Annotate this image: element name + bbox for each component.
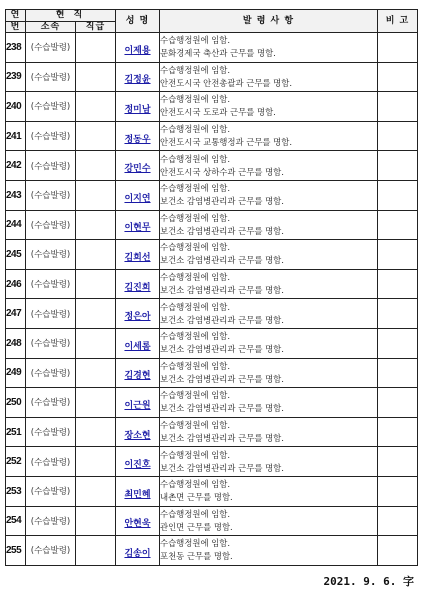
detail-line-1: 수습행정원에 임함.	[160, 153, 231, 164]
row-remarks	[378, 328, 418, 358]
row-affiliation: (수습발령)	[26, 151, 76, 181]
detail-line-2: 안전도시국 교통행정과 근무를 명함.	[160, 137, 293, 148]
row-affiliation: (수습발령)	[26, 180, 76, 210]
row-remarks	[378, 358, 418, 388]
header-position: 직급	[76, 22, 116, 33]
table-row	[6, 151, 418, 181]
row-position	[76, 417, 116, 447]
row-name-cell	[116, 151, 160, 181]
row-remarks	[378, 62, 418, 92]
detail-line-1: 수습행정원에 임함.	[160, 124, 231, 135]
row-remarks	[378, 151, 418, 181]
row-name-cell	[116, 240, 160, 270]
row-remarks	[378, 447, 418, 477]
row-name-cell	[116, 269, 160, 299]
employee-name-link[interactable]: 이세롬	[124, 341, 151, 352]
detail-line-1: 수습행정원에 임함.	[160, 64, 231, 75]
detail-line-1: 수습행정원에 임함.	[160, 508, 231, 519]
row-details	[160, 180, 378, 210]
row-number: 249	[6, 358, 26, 388]
row-remarks	[378, 92, 418, 122]
row-number: 250	[6, 388, 26, 418]
detail-line-2: 내촌면 근무를 명함.	[160, 492, 233, 503]
row-details	[160, 33, 378, 63]
employee-name-link[interactable]: 김경현	[124, 371, 151, 382]
row-number: 251	[6, 417, 26, 447]
table-body	[6, 33, 418, 566]
row-number: 246	[6, 269, 26, 299]
detail-line-2: 보건소 감염병관리과 근무를 명함.	[160, 403, 284, 414]
row-position	[76, 121, 116, 151]
employee-name-link[interactable]: 이근원	[124, 400, 151, 411]
employee-name-link[interactable]: 정은아	[124, 312, 151, 323]
row-affiliation: (수습발령)	[26, 210, 76, 240]
row-name-cell	[116, 417, 160, 447]
detail-line-1: 수습행정원에 임함.	[160, 242, 231, 253]
row-remarks	[378, 269, 418, 299]
table-row	[6, 210, 418, 240]
header-no-bottom: 번	[6, 22, 26, 33]
detail-line-2: 보건소 감염병관리과 근무를 명함.	[160, 196, 284, 207]
detail-line-2: 문화경제국 축산과 근무를 명함.	[160, 48, 276, 59]
row-number: 244	[6, 210, 26, 240]
row-position	[76, 328, 116, 358]
detail-line-2: 보건소 감염병관리과 근무를 명함.	[160, 373, 284, 384]
employee-name-link[interactable]: 안현욱	[124, 519, 151, 530]
row-position	[76, 299, 116, 329]
table-row	[6, 388, 418, 418]
row-affiliation: (수습발령)	[26, 240, 76, 270]
header-name: 성 명	[116, 10, 160, 33]
row-affiliation: (수습발령)	[26, 269, 76, 299]
row-remarks	[378, 299, 418, 329]
table-row	[6, 180, 418, 210]
table-row	[6, 299, 418, 329]
detail-line-2: 관인면 근무를 명함.	[160, 521, 233, 532]
row-details	[160, 210, 378, 240]
table-row	[6, 358, 418, 388]
issue-date: 2021. 9. 6. 字	[323, 575, 414, 588]
employee-name-link[interactable]: 이제용	[124, 45, 151, 56]
detail-line-2: 보건소 감염병관리과 근무를 명함.	[160, 462, 284, 473]
row-position	[76, 92, 116, 122]
row-name-cell	[116, 121, 160, 151]
table-row	[6, 62, 418, 92]
detail-line-1: 수습행정원에 임함.	[160, 390, 231, 401]
row-affiliation: (수습발령)	[26, 476, 76, 506]
detail-line-2: 보건소 감염병관리과 근무를 명함.	[160, 433, 284, 444]
detail-line-2: 보건소 감염병관리과 근무를 명함.	[160, 344, 284, 355]
employee-name-link[interactable]: 정동우	[124, 134, 151, 145]
employee-name-link[interactable]: 김정윤	[124, 75, 151, 86]
row-position	[76, 447, 116, 477]
row-affiliation: (수습발령)	[26, 536, 76, 566]
detail-line-1: 수습행정원에 임함.	[160, 538, 231, 549]
row-number: 248	[6, 328, 26, 358]
header-current-post: 현 직	[26, 10, 116, 22]
row-affiliation: (수습발령)	[26, 92, 76, 122]
detail-line-2: 안전도시국 안전총괄과 근무를 명함.	[160, 77, 293, 88]
row-name-cell	[116, 536, 160, 566]
row-details	[160, 299, 378, 329]
employee-name-link[interactable]: 강민수	[124, 164, 151, 175]
row-details	[160, 417, 378, 447]
row-position	[76, 506, 116, 536]
detail-line-2: 보건소 감염병관리과 근무를 명함.	[160, 225, 284, 236]
row-details	[160, 536, 378, 566]
row-number: 253	[6, 476, 26, 506]
detail-line-2: 보건소 감염병관리과 근무를 명함.	[160, 285, 284, 296]
row-position	[76, 33, 116, 63]
row-affiliation: (수습발령)	[26, 506, 76, 536]
row-position	[76, 536, 116, 566]
row-details	[160, 121, 378, 151]
employee-name-link[interactable]: 장소현	[124, 430, 151, 441]
employee-name-link[interactable]: 정미남	[124, 104, 151, 115]
row-affiliation: (수습발령)	[26, 299, 76, 329]
detail-line-1: 수습행정원에 임함.	[160, 272, 231, 283]
row-name-cell	[116, 33, 160, 63]
row-name-cell	[116, 92, 160, 122]
row-affiliation: (수습발령)	[26, 358, 76, 388]
detail-line-2: 보건소 감염병관리과 근무를 명함.	[160, 255, 284, 266]
row-name-cell	[116, 328, 160, 358]
row-remarks	[378, 388, 418, 418]
detail-line-1: 수습행정원에 임함.	[160, 420, 231, 431]
row-number: 241	[6, 121, 26, 151]
row-details	[160, 476, 378, 506]
row-details	[160, 506, 378, 536]
row-name-cell	[116, 180, 160, 210]
row-affiliation: (수습발령)	[26, 417, 76, 447]
row-position	[76, 388, 116, 418]
detail-line-1: 수습행정원에 임함.	[160, 331, 231, 342]
row-position	[76, 240, 116, 270]
row-affiliation: (수습발령)	[26, 447, 76, 477]
detail-line-1: 수습행정원에 임함.	[160, 301, 231, 312]
row-position	[76, 476, 116, 506]
row-name-cell	[116, 62, 160, 92]
row-details	[160, 358, 378, 388]
table-row	[6, 536, 418, 566]
header-appointment-details: 발 령 사 항	[160, 10, 378, 33]
table-row	[6, 506, 418, 536]
employee-name-link[interactable]: 이진호	[124, 460, 151, 471]
employee-name-link[interactable]: 김희선	[124, 252, 151, 263]
detail-line-1: 수습행정원에 임함.	[160, 35, 231, 46]
detail-line-1: 수습행정원에 임함.	[160, 183, 231, 194]
table-row	[6, 33, 418, 63]
row-affiliation: (수습발령)	[26, 388, 76, 418]
row-name-cell	[116, 476, 160, 506]
detail-line-1: 수습행정원에 임함.	[160, 449, 231, 460]
row-position	[76, 151, 116, 181]
row-affiliation: (수습발령)	[26, 33, 76, 63]
detail-line-1: 수습행정원에 임함.	[160, 360, 231, 371]
detail-line-1: 수습행정원에 임함.	[160, 212, 231, 223]
table-row	[6, 328, 418, 358]
employee-name-link[interactable]: 최민혜	[124, 489, 151, 500]
row-number: 255	[6, 536, 26, 566]
employee-name-link[interactable]: 김송이	[124, 548, 151, 559]
row-details	[160, 388, 378, 418]
row-remarks	[378, 476, 418, 506]
row-affiliation: (수습발령)	[26, 62, 76, 92]
employee-name-link[interactable]: 이현무	[124, 223, 151, 234]
employee-name-link[interactable]: 이지연	[124, 193, 151, 204]
row-number: 254	[6, 506, 26, 536]
row-remarks	[378, 417, 418, 447]
row-position	[76, 269, 116, 299]
row-position	[76, 62, 116, 92]
row-details	[160, 328, 378, 358]
detail-line-2: 포천동 근무를 명함.	[160, 551, 233, 562]
detail-line-2: 안전도시국 상하수과 근무를 명함.	[160, 166, 284, 177]
table-header	[6, 10, 418, 33]
row-details	[160, 240, 378, 270]
header-no-top: 연	[6, 10, 26, 22]
row-name-cell	[116, 299, 160, 329]
row-details	[160, 62, 378, 92]
detail-line-1: 수습행정원에 임함.	[160, 94, 231, 105]
table-row	[6, 92, 418, 122]
row-number: 252	[6, 447, 26, 477]
row-details	[160, 447, 378, 477]
row-affiliation: (수습발령)	[26, 121, 76, 151]
row-number: 247	[6, 299, 26, 329]
row-name-cell	[116, 506, 160, 536]
row-number: 238	[6, 33, 26, 63]
table-row	[6, 269, 418, 299]
table-row	[6, 417, 418, 447]
row-number: 240	[6, 92, 26, 122]
row-name-cell	[116, 447, 160, 477]
employee-name-link[interactable]: 김진희	[124, 282, 151, 293]
row-remarks	[378, 536, 418, 566]
row-position	[76, 210, 116, 240]
detail-line-1: 수습행정원에 임함.	[160, 479, 231, 490]
appointment-table	[5, 9, 418, 566]
row-details	[160, 269, 378, 299]
row-remarks	[378, 121, 418, 151]
row-details	[160, 151, 378, 181]
row-remarks	[378, 180, 418, 210]
row-name-cell	[116, 388, 160, 418]
row-affiliation: (수습발령)	[26, 328, 76, 358]
row-position	[76, 358, 116, 388]
row-number: 243	[6, 180, 26, 210]
header-remarks: 비 고	[378, 10, 418, 33]
row-position	[76, 180, 116, 210]
header-affiliation: 소속	[26, 22, 76, 33]
detail-line-2: 안전도시국 도로과 근무를 명함.	[160, 107, 276, 118]
row-remarks	[378, 506, 418, 536]
row-remarks	[378, 210, 418, 240]
row-remarks	[378, 240, 418, 270]
table-row	[6, 121, 418, 151]
row-number: 245	[6, 240, 26, 270]
row-details	[160, 92, 378, 122]
row-name-cell	[116, 210, 160, 240]
row-name-cell	[116, 358, 160, 388]
table-row	[6, 240, 418, 270]
table-row	[6, 476, 418, 506]
detail-line-2: 보건소 감염병관리과 근무를 명함.	[160, 314, 284, 325]
row-number: 242	[6, 151, 26, 181]
table-row	[6, 447, 418, 477]
row-remarks	[378, 33, 418, 63]
row-number: 239	[6, 62, 26, 92]
